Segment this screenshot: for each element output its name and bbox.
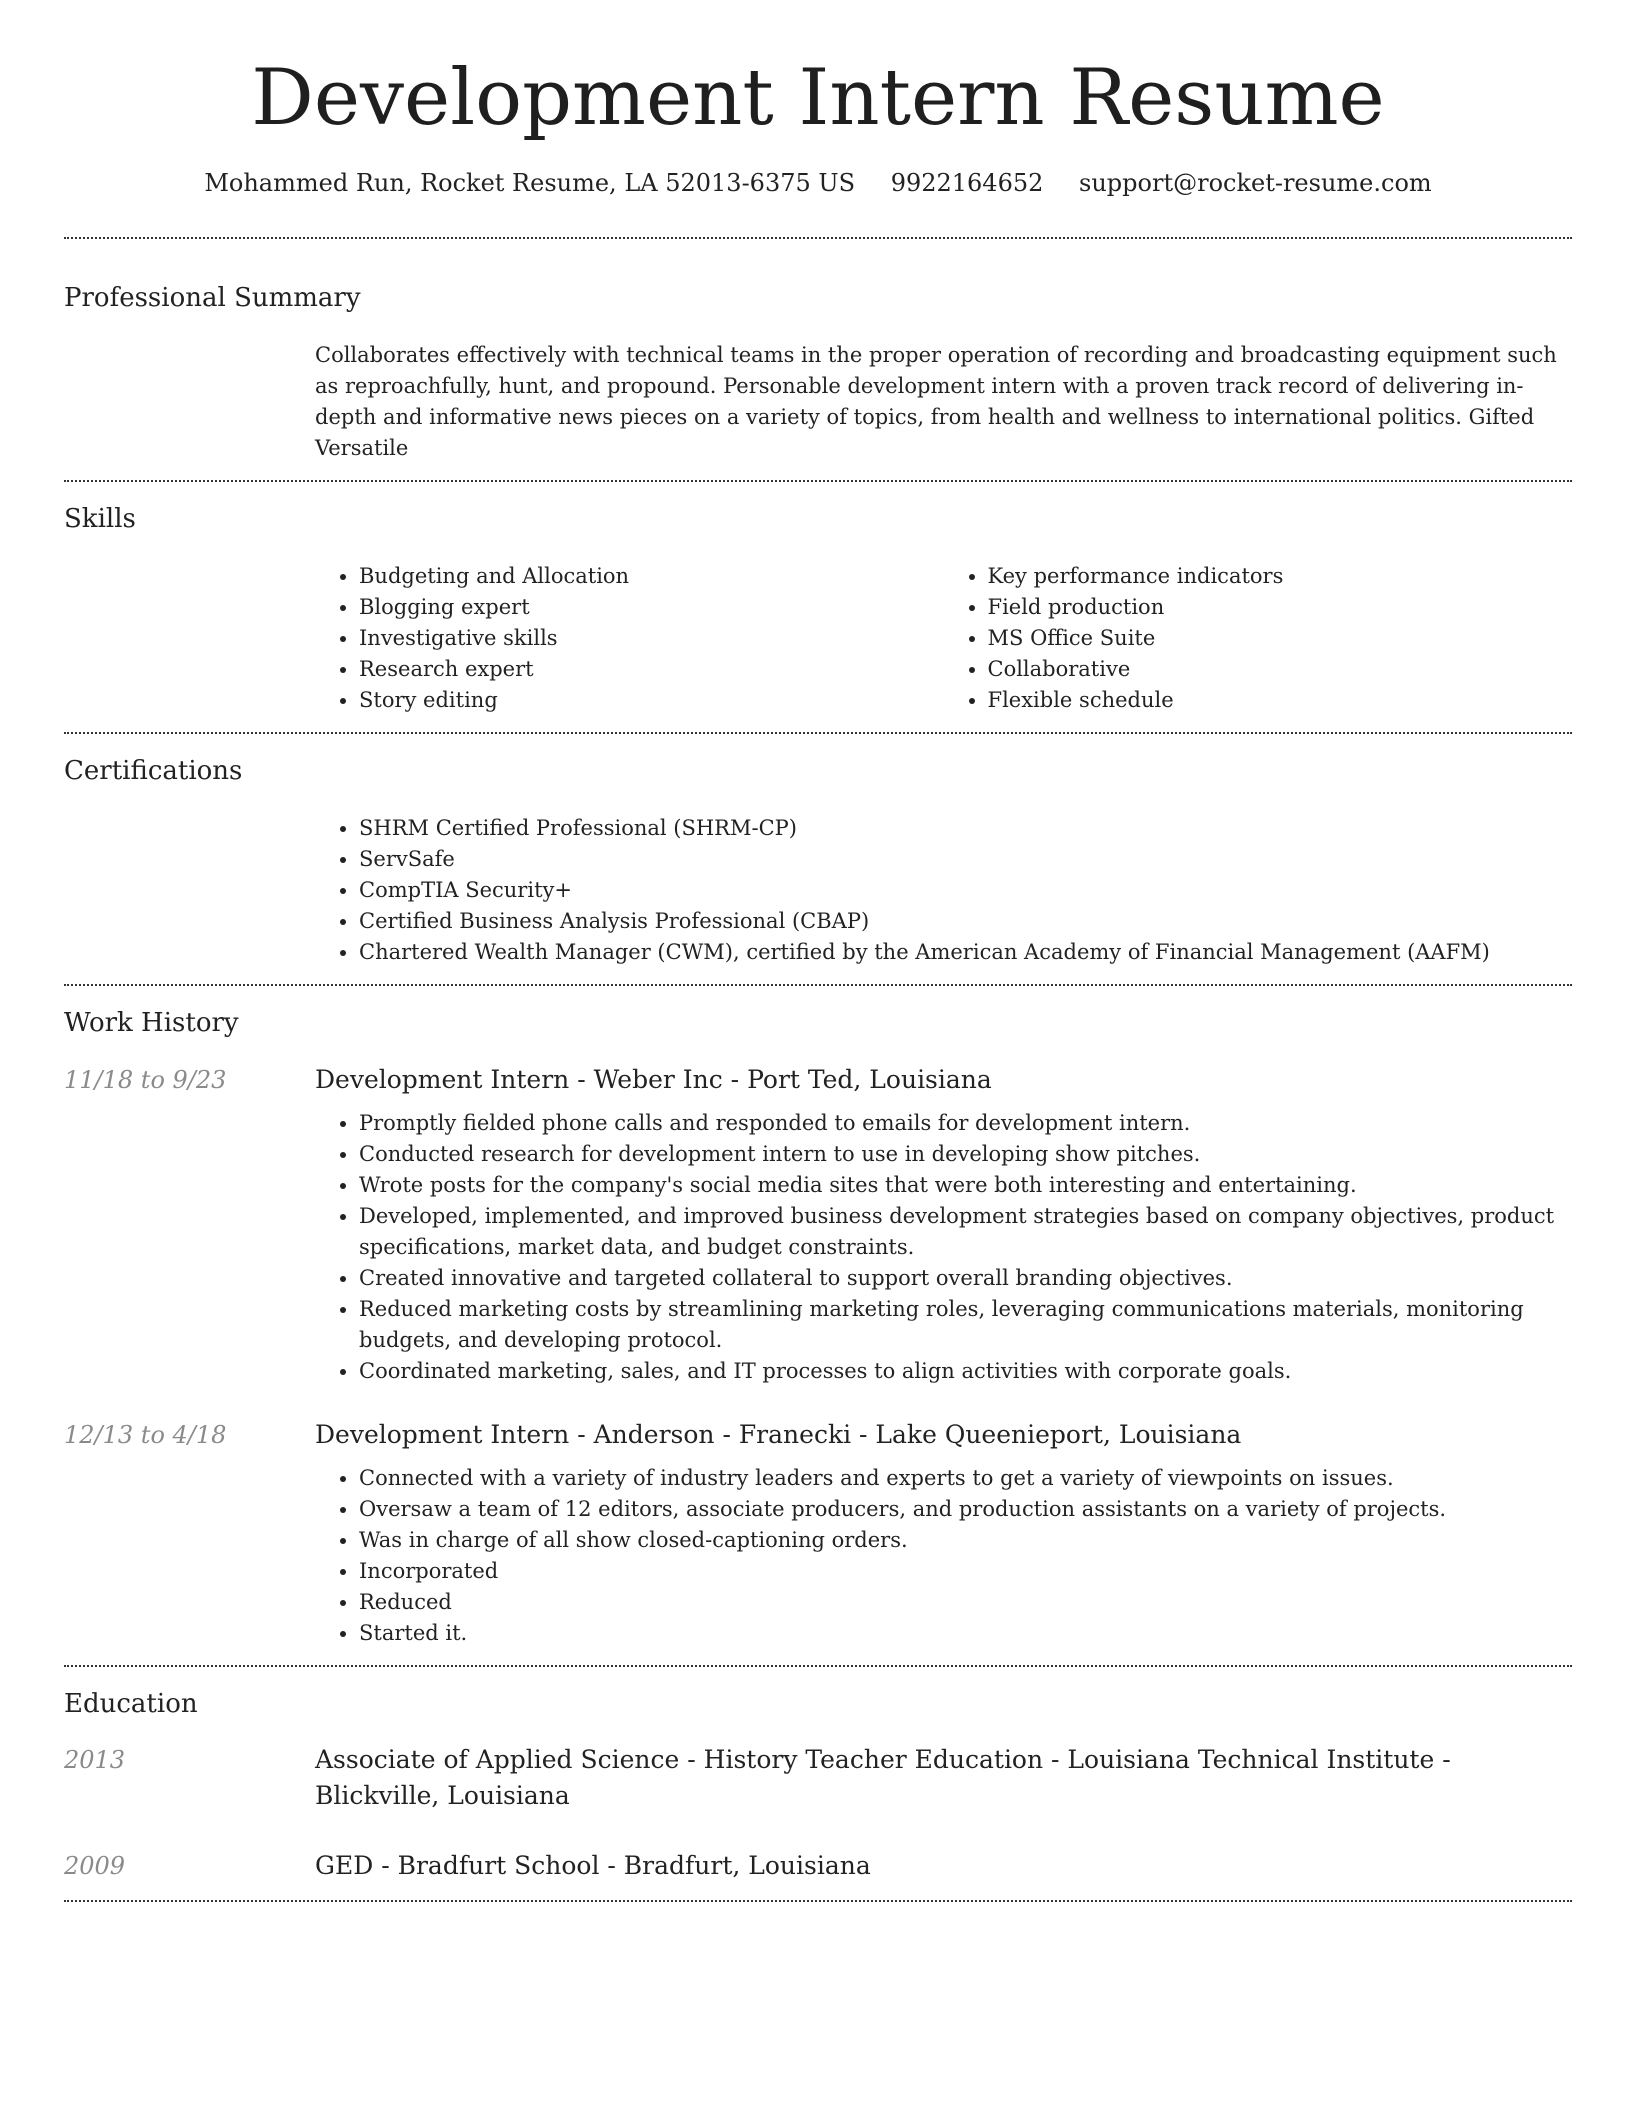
skills-column-right bbox=[944, 561, 1573, 716]
job-bullets bbox=[315, 1108, 1572, 1387]
job-bullet: • Oversaw a team of 12 editors, associate producers, and production assistants on a variety of projects. bbox=[359, 1494, 1572, 1525]
skill-item: • Budgeting and Allocation bbox=[359, 561, 944, 592]
job-title: Development Intern - Anderson - Franecki - Lake Queenieport, Louisiana bbox=[315, 1419, 1242, 1449]
job-bullet: • Started it. bbox=[359, 1618, 1572, 1649]
education-details bbox=[315, 1848, 1572, 1884]
education-section bbox=[64, 1667, 1572, 1900]
job-bullet: • Connected with a variety of industry leaders and experts to get a variety of viewpoints on issues. bbox=[359, 1463, 1572, 1494]
skills-section bbox=[64, 482, 1572, 732]
job-bullet: • Coordinated marketing, sales, and IT processes to align activities with corporate goals. bbox=[359, 1356, 1572, 1387]
skills-column-left bbox=[315, 561, 944, 716]
skill-item: • Blogging expert bbox=[359, 592, 944, 623]
education-details bbox=[315, 1742, 1572, 1814]
skill-item: • Investigative skills bbox=[359, 623, 944, 654]
certification-item: • SHRM Certified Professional (SHRM-CP) bbox=[359, 813, 1572, 844]
section-divider bbox=[64, 1900, 1572, 1902]
certifications-heading: Certifications bbox=[64, 756, 243, 787]
resume-page bbox=[64, 0, 1572, 1902]
job-entry bbox=[64, 1062, 1572, 1387]
certification-item: • CompTIA Security+ bbox=[359, 875, 1572, 906]
skills-list bbox=[315, 561, 1572, 716]
summary-heading: Professional Summary bbox=[64, 282, 361, 313]
certification-item: • Certified Business Analysis Professional (CBAP) bbox=[359, 906, 1572, 937]
certification-item: • Chartered Wealth Manager (CWM), certified by the American Academy of Financial Management (AAFM) bbox=[359, 937, 1572, 968]
work-history-section bbox=[64, 986, 1572, 1664]
contact-email[interactable]: support@rocket-resume.com bbox=[1079, 168, 1432, 197]
education-heading: Education bbox=[64, 1688, 198, 1719]
education-year: 2013 bbox=[64, 1745, 126, 1774]
job-bullet: • Was in charge of all show closed-captioning orders. bbox=[359, 1525, 1572, 1556]
summary-section bbox=[64, 239, 1572, 480]
job-bullet: • Reduced marketing costs by streamlining marketing roles, leveraging communications materials, monitoring budgets, and developing protocol. bbox=[359, 1294, 1572, 1356]
contact-phone: 9922164652 bbox=[890, 168, 1044, 197]
education-title: Associate of Applied Science - History Teacher Education - Louisiana Technical Institute - Blickville, Louisiana bbox=[315, 1744, 1451, 1810]
job-bullet: • Promptly fielded phone calls and responded to emails for development intern. bbox=[359, 1108, 1572, 1139]
skill-item: • Collaborative bbox=[988, 654, 1573, 685]
job-bullet: • Reduced bbox=[359, 1587, 1572, 1618]
education-entry bbox=[64, 1848, 1572, 1884]
contact-line bbox=[64, 168, 1572, 199]
job-bullets bbox=[315, 1463, 1572, 1649]
job-bullet: • Wrote posts for the company's social media sites that were both interesting and entertaining. bbox=[359, 1170, 1572, 1201]
job-bullet: • Created innovative and targeted collateral to support overall branding objectives. bbox=[359, 1263, 1572, 1294]
job-bullet: • Developed, implemented, and improved business development strategies based on company objectives, product specifications, market data, and budget constraints. bbox=[359, 1201, 1572, 1263]
skill-item: • Story editing bbox=[359, 685, 944, 716]
job-details bbox=[315, 1062, 1572, 1387]
work-history-heading: Work History bbox=[64, 1008, 239, 1039]
education-title: GED - Bradfurt School - Bradfurt, Louisiana bbox=[315, 1850, 871, 1880]
education-entry bbox=[64, 1742, 1572, 1814]
job-title: Development Intern - Weber Inc - Port Ted, Louisiana bbox=[315, 1064, 992, 1094]
certifications-section bbox=[64, 734, 1572, 984]
job-dates: 11/18 to 9/23 bbox=[64, 1065, 227, 1094]
certification-item: • ServSafe bbox=[359, 844, 1572, 875]
summary-text: Collaborates effectively with technical teams in the proper operation of recording and broadcasting equipment such as reproachfully, hunt, and propound. Personable development intern with a proven track record of delivering in-depth and informative news pieces on a variety of topics, from health and wellness to international politics. Gifted Versatile bbox=[315, 342, 1557, 460]
education-year: 2009 bbox=[64, 1851, 126, 1880]
resume-title: Development Intern Resume bbox=[251, 53, 1385, 143]
job-entry bbox=[64, 1417, 1572, 1649]
job-bullet: • Incorporated bbox=[359, 1556, 1572, 1587]
skill-item: • MS Office Suite bbox=[988, 623, 1573, 654]
skill-item: • Field production bbox=[988, 592, 1573, 623]
skill-item: • Research expert bbox=[359, 654, 944, 685]
job-details bbox=[315, 1417, 1572, 1649]
skill-item: • Key performance indicators bbox=[988, 561, 1573, 592]
skill-item: • Flexible schedule bbox=[988, 685, 1573, 716]
job-dates: 12/13 to 4/18 bbox=[64, 1420, 227, 1449]
contact-address: Mohammed Run, Rocket Resume, LA 52013-6375 US bbox=[204, 168, 856, 197]
skills-heading: Skills bbox=[64, 503, 136, 534]
job-bullet: • Conducted research for development intern to use in developing show pitches. bbox=[359, 1139, 1572, 1170]
certifications-list bbox=[315, 813, 1572, 968]
